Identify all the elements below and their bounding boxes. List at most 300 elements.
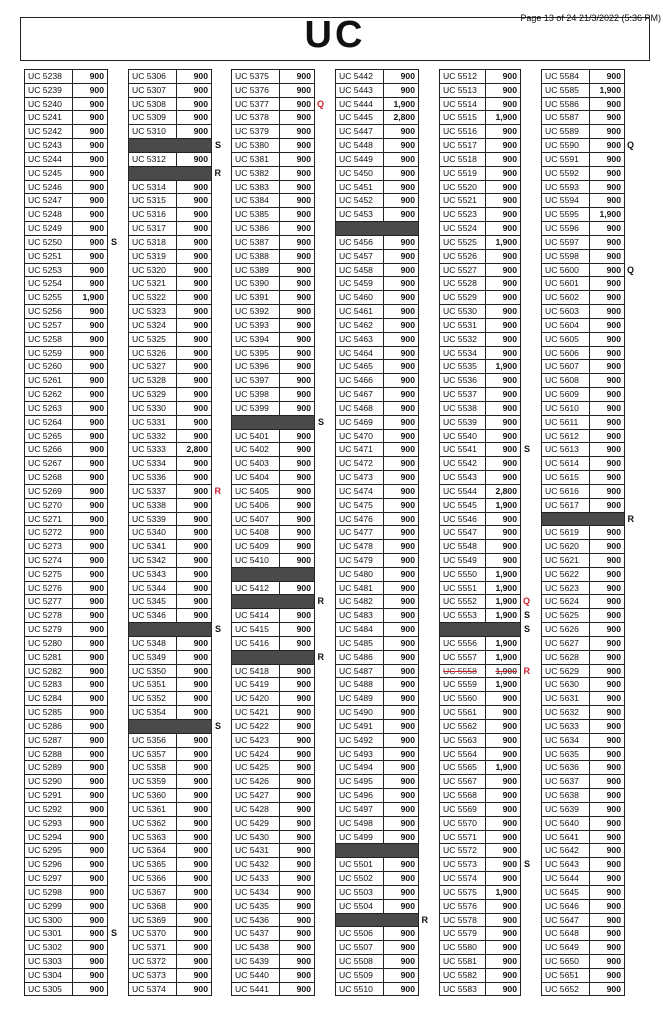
unit-value: 900: [606, 637, 621, 648]
unit-code: UC 5593: [542, 181, 590, 194]
unit-value: 900: [606, 402, 621, 413]
unit-value: 900: [193, 886, 208, 897]
unit-value: 1,900: [599, 84, 621, 95]
unit-value: 900: [193, 637, 208, 648]
unit-value: 900: [502, 306, 517, 317]
unit-value: 900: [502, 389, 517, 400]
table-row: [336, 858, 418, 872]
table-row: [542, 84, 624, 98]
unit-value: 900: [502, 707, 517, 718]
unit-value: 900: [606, 485, 621, 496]
unit-code: UC 5391: [232, 291, 280, 304]
unit-code: UC 5540: [440, 430, 486, 443]
unit-value: 900: [193, 693, 208, 704]
table-row: [232, 761, 314, 775]
unit-code: UC 5254: [25, 277, 73, 290]
unit-code: UC 5384: [232, 194, 280, 207]
unit-value: 900: [502, 831, 517, 842]
table-row: [336, 347, 418, 361]
unit-code: UC 5406: [232, 499, 280, 512]
unit-value: 900: [89, 278, 104, 289]
unit-value: 900: [606, 126, 621, 137]
unit-value: 900: [606, 444, 621, 455]
unit-code: UC 5640: [542, 817, 590, 830]
unit-code: UC 5506: [336, 927, 384, 940]
table-row: [336, 941, 418, 955]
handwritten-mark: S: [317, 416, 324, 427]
handwritten-mark: R: [627, 513, 634, 524]
unit-code: UC 5438: [232, 941, 280, 954]
table-row: [232, 623, 314, 637]
table-row: [129, 540, 211, 554]
unit-code: UC 5306: [129, 70, 177, 83]
unit-code: UC 5539: [440, 416, 486, 429]
unit-code: UC 5480: [336, 568, 384, 581]
unit-code: UC 5360: [129, 789, 177, 802]
unit-code: UC 5592: [542, 167, 590, 180]
unit-value: 900: [296, 84, 311, 95]
table-row: [129, 236, 211, 250]
unit-value: 900: [400, 969, 415, 980]
unit-code: UC 5472: [336, 457, 384, 470]
unit-code: UC 5444: [336, 98, 384, 111]
unit-code: UC 5643: [542, 858, 590, 871]
table-row: [440, 319, 520, 333]
unit-code: UC 5247: [25, 194, 73, 207]
unit-value: 900: [89, 651, 104, 662]
unit-code: UC 5385: [232, 208, 280, 221]
table-row: [25, 388, 107, 402]
table-row: [336, 125, 418, 139]
unit-code: UC 5642: [542, 844, 590, 857]
unit-code: UC 5639: [542, 803, 590, 816]
table-row: [440, 761, 520, 775]
shaded-row: [336, 914, 428, 928]
unit-value: 900: [296, 98, 311, 109]
unit-value: 900: [606, 790, 621, 801]
table-row: [232, 374, 314, 388]
shaded-row: [129, 167, 221, 181]
unit-value: 900: [89, 886, 104, 897]
table-row: [336, 402, 418, 416]
table-row: [542, 194, 624, 208]
table-row: [232, 98, 324, 112]
table-row: [25, 761, 107, 775]
unit-value: 900: [89, 98, 104, 109]
unit-code: UC 5336: [129, 471, 177, 484]
listing-column-6: [541, 69, 634, 996]
table-row: [25, 927, 117, 941]
unit-code: UC 5568: [440, 789, 486, 802]
unit-value: 900: [89, 361, 104, 372]
unit-value: 1,900: [495, 665, 517, 676]
unit-code: UC 5405: [232, 485, 280, 498]
unit-value: 900: [296, 831, 311, 842]
table-row: [129, 291, 211, 305]
unit-code: UC 5589: [542, 125, 590, 138]
unit-value: 900: [400, 513, 415, 524]
unit-value: 900: [89, 983, 104, 994]
unit-value: 900: [193, 665, 208, 676]
unit-value: 900: [89, 873, 104, 884]
table-row: [440, 250, 520, 264]
unit-code: UC 5478: [336, 540, 384, 553]
table-row: [542, 789, 624, 803]
unit-value: 900: [193, 942, 208, 953]
table-row: [129, 333, 211, 347]
unit-value: 900: [193, 541, 208, 552]
unit-code: UC 5586: [542, 98, 590, 111]
unit-code: UC 5465: [336, 360, 384, 373]
table-row: [440, 720, 520, 734]
unit-value: 900: [296, 624, 311, 635]
unit-code: UC 5445: [336, 111, 384, 124]
unit-code: UC 5328: [129, 374, 177, 387]
unit-value: 900: [193, 223, 208, 234]
unit-value: 900: [400, 236, 415, 247]
unit-code: [542, 513, 590, 526]
unit-value: 900: [193, 71, 208, 81]
unit-value: 900: [400, 181, 415, 192]
table-row: [232, 360, 314, 374]
unit-code: UC 5491: [336, 720, 384, 733]
unit-code: UC 5272: [25, 526, 73, 539]
unit-code: UC 5415: [232, 623, 280, 636]
table-row: [25, 402, 107, 416]
handwritten-mark: S: [214, 624, 221, 635]
table-row: [336, 70, 418, 84]
unit-code: UC 5476: [336, 513, 384, 526]
unit-code: UC 5442: [336, 70, 384, 83]
unit-value: 900: [193, 430, 208, 441]
unit-code: UC 5301: [25, 927, 73, 940]
unit-code: UC 5404: [232, 471, 280, 484]
unit-value: 900: [89, 513, 104, 524]
unit-code: UC 5369: [129, 914, 177, 927]
table-row: [336, 637, 418, 651]
unit-code: UC 5332: [129, 430, 177, 443]
unit-code: UC 5596: [542, 222, 590, 235]
unit-value: 900: [502, 900, 517, 911]
table-row: [232, 139, 314, 153]
unit-code: UC 5436: [232, 914, 280, 927]
unit-code: UC 5300: [25, 914, 73, 927]
table-row: [232, 167, 314, 181]
table-row: [25, 70, 107, 84]
table-row: [25, 886, 107, 900]
unit-code: UC 5601: [542, 277, 590, 290]
table-row: [25, 194, 107, 208]
unit-value: 900: [296, 541, 311, 552]
unit-code: UC 5494: [336, 761, 384, 774]
unit-code: UC 5473: [336, 471, 384, 484]
unit-code: UC 5249: [25, 222, 73, 235]
unit-value: 900: [502, 541, 517, 552]
table-row: [542, 471, 624, 485]
table-row: [542, 831, 624, 845]
unit-code: UC 5470: [336, 430, 384, 443]
table-row: [336, 595, 418, 609]
table-row: [440, 969, 520, 983]
unit-value: 900: [502, 402, 517, 413]
unit-value: 900: [296, 679, 311, 690]
unit-value: 900: [400, 402, 415, 413]
unit-code: UC 5479: [336, 554, 384, 567]
table-row: [129, 98, 211, 112]
unit-code: UC 5552: [440, 595, 486, 608]
unit-value: 900: [606, 223, 621, 234]
unit-value: 900: [296, 748, 311, 759]
table-row: [25, 125, 107, 139]
unit-code: UC 5246: [25, 181, 73, 194]
unit-value: 900: [89, 430, 104, 441]
unit-code: UC 5606: [542, 347, 590, 360]
unit-value: 900: [606, 361, 621, 372]
unit-value: 900: [502, 790, 517, 801]
unit-code: UC 5285: [25, 706, 73, 719]
unit-code: UC 5451: [336, 181, 384, 194]
table-row: [542, 720, 624, 734]
unit-code: UC 5402: [232, 443, 280, 456]
table-row: [25, 84, 107, 98]
unit-code: [129, 623, 177, 636]
unit-value: 900: [400, 596, 415, 607]
unit-value: 900: [502, 223, 517, 234]
unit-code: UC 5396: [232, 360, 280, 373]
unit-code: UC 5567: [440, 775, 486, 788]
table-row: [542, 374, 624, 388]
unit-code: UC 5399: [232, 402, 280, 415]
unit-value: 900: [400, 167, 415, 178]
unit-value: 900: [502, 416, 517, 427]
unit-value: 900: [400, 140, 415, 151]
table-row: [129, 360, 211, 374]
table-row: [440, 208, 520, 222]
page-info: Page 13 of 24 21/3/2022 (5:36 PM): [520, 13, 661, 23]
unit-value: [384, 914, 418, 927]
table-row: [336, 817, 418, 831]
unit-code: UC 5407: [232, 513, 280, 526]
unit-code: UC 5290: [25, 775, 73, 788]
table-row: [232, 513, 314, 527]
unit-value: 900: [296, 223, 311, 234]
unit-code: UC 5628: [542, 651, 590, 664]
table-row: [440, 194, 520, 208]
unit-code: UC 5607: [542, 360, 590, 373]
unit-code: UC 5251: [25, 250, 73, 263]
unit-value: 900: [89, 969, 104, 980]
unit-value: 900: [606, 651, 621, 662]
unit-value: 900: [193, 956, 208, 966]
unit-value: 900: [193, 610, 208, 621]
unit-code: UC 5447: [336, 125, 384, 138]
unit-code: UC 5409: [232, 540, 280, 553]
unit-code: UC 5317: [129, 222, 177, 235]
handwritten-mark: R: [523, 665, 530, 676]
table-row: [25, 305, 107, 319]
unit-value: 900: [89, 236, 104, 247]
unit-value: 900: [400, 306, 415, 317]
shaded-row: [129, 720, 221, 734]
unit-code: UC 5562: [440, 720, 486, 733]
table-row: [232, 208, 314, 222]
unit-value: 900: [89, 472, 104, 483]
table-row: [542, 568, 624, 582]
table-row: [542, 803, 624, 817]
unit-value: 900: [502, 472, 517, 483]
table-row: [336, 789, 418, 803]
table-row: [336, 513, 418, 527]
table-row: [129, 761, 211, 775]
unit-value: 900: [606, 665, 621, 676]
table-row: [336, 900, 418, 914]
unit-code: UC 5498: [336, 817, 384, 830]
unit-code: UC 5551: [440, 582, 486, 595]
table-row: [232, 194, 314, 208]
table-row: [129, 305, 211, 319]
unit-code: UC 5340: [129, 526, 177, 539]
unit-value: 900: [89, 776, 104, 787]
table-row: [232, 969, 314, 983]
table-row: [440, 347, 520, 361]
table-row: [25, 582, 107, 596]
unit-code: UC 5652: [542, 983, 590, 996]
table-row: [542, 125, 624, 139]
table-row: [336, 443, 418, 457]
unit-value: 900: [400, 956, 415, 966]
unit-value: 900: [502, 803, 517, 814]
table-row: [129, 84, 211, 98]
unit-value: 900: [400, 250, 415, 261]
unit-value: 2,800: [495, 485, 517, 496]
unit-value: 900: [193, 831, 208, 842]
unit-code: [129, 167, 177, 180]
handwritten-mark: S: [110, 236, 117, 247]
unit-code: UC 5610: [542, 402, 590, 415]
unit-value: 900: [296, 250, 311, 261]
table-row: [440, 98, 520, 112]
unit-value: 900: [193, 900, 208, 911]
unit-value: 900: [502, 942, 517, 953]
unit-value: 900: [606, 969, 621, 980]
table-row: [440, 568, 520, 582]
handwritten-mark: S: [523, 444, 530, 455]
unit-code: UC 5502: [336, 872, 384, 885]
unit-value: 900: [400, 71, 415, 81]
unit-value: 900: [296, 790, 311, 801]
table-row: [25, 914, 107, 928]
unit-code: UC 5312: [129, 153, 177, 166]
unit-code: UC 5378: [232, 111, 280, 124]
unit-value: 900: [193, 84, 208, 95]
table-row: [440, 637, 520, 651]
unit-code: UC 5651: [542, 969, 590, 982]
unit-code: UC 5632: [542, 706, 590, 719]
table-row: [232, 748, 314, 762]
unit-code: [440, 623, 486, 636]
table-row: [542, 277, 624, 291]
table-row: [440, 485, 520, 499]
unit-code: UC 5354: [129, 706, 177, 719]
unit-value: 900: [502, 873, 517, 884]
unit-code: UC 5616: [542, 485, 590, 498]
unit-value: 900: [193, 472, 208, 483]
unit-value: 900: [606, 319, 621, 330]
unit-code: UC 5296: [25, 858, 73, 871]
table-row: [129, 526, 211, 540]
unit-value: 900: [400, 458, 415, 469]
unit-code: UC 5330: [129, 402, 177, 415]
table-row: [129, 471, 211, 485]
unit-code: UC 5565: [440, 761, 486, 774]
table-row: [129, 194, 211, 208]
unit-value: 900: [296, 458, 311, 469]
unit-value: 900: [502, 928, 517, 939]
table-row: [542, 844, 624, 858]
unit-value: 900: [193, 112, 208, 123]
table-row: [129, 789, 211, 803]
unit-code: UC 5650: [542, 955, 590, 968]
table-row: [232, 443, 314, 457]
unit-value: 900: [606, 693, 621, 704]
listing-column-4: [335, 69, 428, 996]
unit-value: 900: [606, 956, 621, 966]
unit-value: 900: [606, 679, 621, 690]
unit-code: UC 5310: [129, 125, 177, 138]
unit-value: 900: [502, 693, 517, 704]
unit-value: 900: [606, 140, 621, 151]
table-row: [336, 250, 418, 264]
unit-code: UC 5515: [440, 111, 486, 124]
unit-code: UC 5474: [336, 485, 384, 498]
unit-value: 900: [89, 679, 104, 690]
table-row: [232, 582, 314, 596]
table-row: [542, 595, 624, 609]
shaded-row: [232, 416, 324, 430]
unit-value: 900: [89, 568, 104, 579]
unit-value: 900: [502, 84, 517, 95]
unit-code: UC 5633: [542, 720, 590, 733]
unit-value: 900: [89, 402, 104, 413]
table-row: [542, 291, 624, 305]
unit-value: 900: [89, 167, 104, 178]
unit-code: UC 5299: [25, 900, 73, 913]
unit-value: 900: [296, 195, 311, 206]
unit-value: 900: [193, 679, 208, 690]
unit-code: UC 5238: [25, 70, 73, 83]
unit-value: 1,900: [495, 112, 517, 123]
unit-code: UC 5359: [129, 775, 177, 788]
unit-value: 900: [296, 942, 311, 953]
unit-value: 900: [606, 236, 621, 247]
unit-value: 900: [606, 568, 621, 579]
unit-code: UC 5435: [232, 900, 280, 913]
table-row: [25, 858, 107, 872]
unit-value: 900: [606, 98, 621, 109]
unit-code: UC 5250: [25, 236, 73, 249]
unit-value: 900: [606, 942, 621, 953]
unit-value: 900: [400, 84, 415, 95]
table-row: [232, 347, 314, 361]
unit-code: UC 5469: [336, 416, 384, 429]
table-row: [440, 748, 520, 762]
unit-code: UC 5273: [25, 540, 73, 553]
shaded-row: [232, 651, 324, 665]
table-row: [129, 499, 211, 513]
table-row: [25, 609, 107, 623]
table-row: [542, 623, 624, 637]
unit-code: UC 5608: [542, 374, 590, 387]
